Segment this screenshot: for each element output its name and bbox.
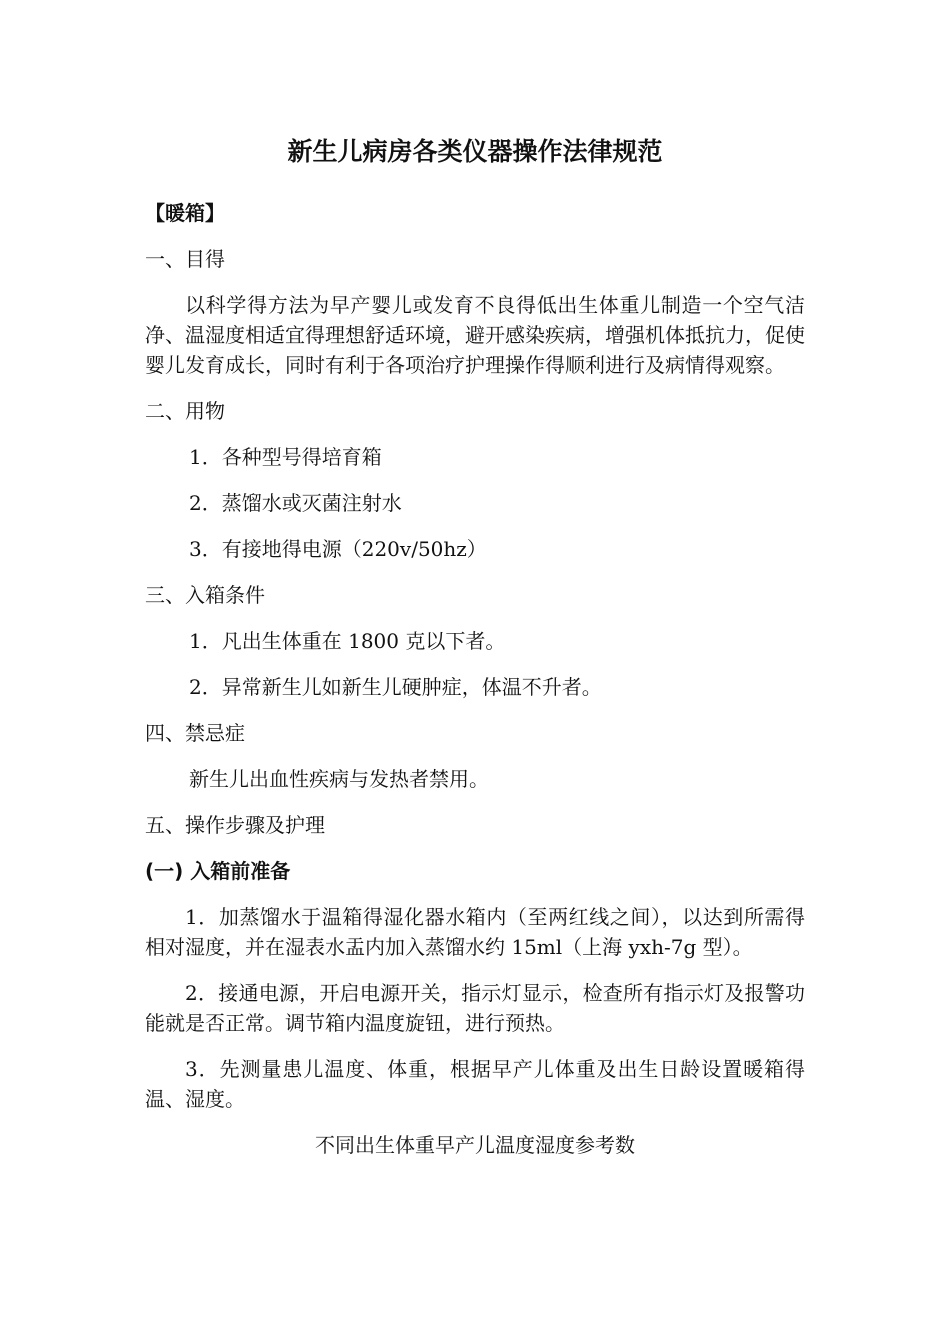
heading-purpose: 一、目得 <box>145 247 225 271</box>
heading-conditions: 三、入箱条件 <box>145 583 265 607</box>
list-item: 2．异常新生儿如新生儿硬肿症，体温不升者。 <box>189 675 602 699</box>
list-item: 1．各种型号得培育箱 <box>189 445 382 469</box>
section-label: 【暖箱】 <box>145 201 225 225</box>
document-title: 新生儿病房各类仪器操作法律规范 <box>287 137 663 166</box>
paragraph-purpose: 以科学得方法为早产婴儿或发育不良得低出生体重儿制造一个空气洁净、温湿度相适宜得理想舒适环境，避开感染疾病，增强机体抵抗力，促使婴儿发育成长，同时有利于各项治疗护理操作得顺利进行及病情得观察。 <box>145 293 805 377</box>
heading-contraindications: 四、禁忌症 <box>145 721 245 745</box>
sub-heading-preparation: (一) 入箱前准备 <box>145 859 291 883</box>
list-item: 3．有接地得电源（220v/50hz） <box>189 537 487 561</box>
table-caption: 不同出生体重早产儿温度湿度参考数 <box>315 1133 635 1157</box>
heading-supplies: 二、用物 <box>145 399 225 423</box>
list-item: 2．蒸馏水或灭菌注射水 <box>189 491 402 515</box>
paragraph-step: 3．先测量患儿温度、体重，根据早产儿体重及出生日龄设置暖箱得温、湿度。 <box>145 1057 805 1111</box>
paragraph-step: 2．接通电源，开启电源开关，指示灯显示，检查所有指示灯及报警功能就是否正常。调节箱内温度旋钮，进行预热。 <box>145 981 805 1035</box>
heading-steps: 五、操作步骤及护理 <box>145 813 325 837</box>
paragraph-step: 1．加蒸馏水于温箱得湿化器水箱内（至两红线之间），以达到所需得相对湿度，并在湿表水盂内加入蒸馏水约 15ml（上海 yxh-7g 型）。 <box>145 905 805 959</box>
list-item: 1．凡出生体重在 1800 克以下者。 <box>189 629 506 653</box>
paragraph-contraindications: 新生儿出血性疾病与发热者禁用。 <box>189 767 489 791</box>
